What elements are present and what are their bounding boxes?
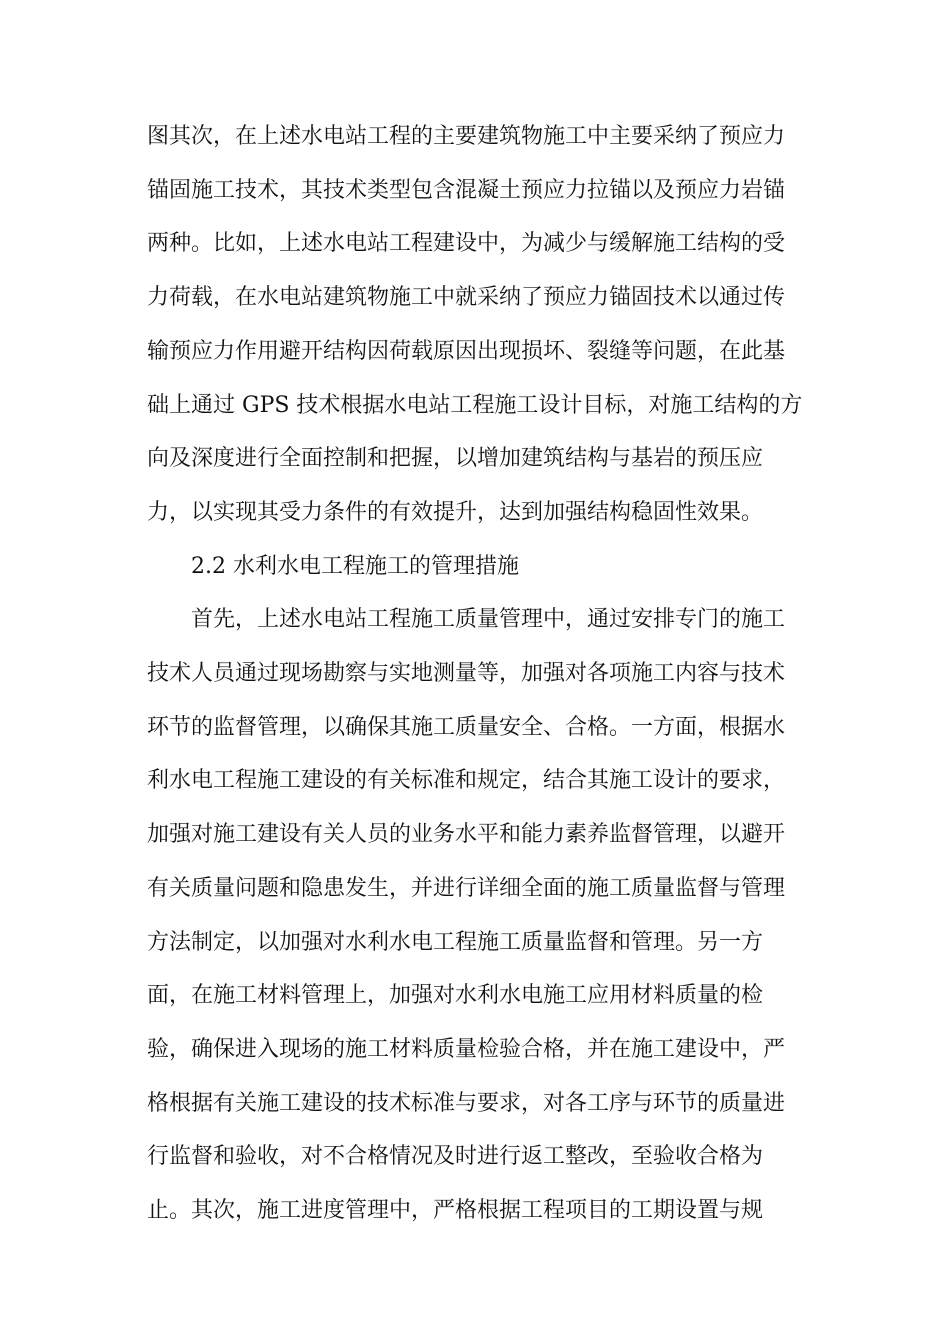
text-line: 力，以实现其受力条件的有效提升，达到加强结构稳固性效果。 bbox=[147, 500, 764, 525]
text-line: 加强对施工建设有关人员的业务水平和能力素养监督管理，以避开 bbox=[147, 822, 786, 847]
text-line: 验，确保进入现场的施工材料质量检验合格，并在施工建设中，严 bbox=[147, 1037, 786, 1062]
text-line: 输预应力作用避开结构因荷载原因出现损坏、裂缝等问题，在此基 bbox=[147, 339, 786, 364]
text-line: 力荷载，在水电站建筑物施工中就采纳了预应力锚固技术以通过传 bbox=[147, 285, 786, 310]
text-line: 行监督和验收，对不合格情况及时进行返工整改，至验收合格为 bbox=[147, 1144, 764, 1169]
text-line: 两种。比如，上述水电站工程建设中，为减少与缓解施工结构的受 bbox=[147, 231, 786, 256]
text-line: 锚固施工技术，其技术类型包含混凝土预应力拉锚以及预应力岩锚 bbox=[147, 178, 786, 203]
text-line: 方法制定，以加强对水利水电工程施工质量监督和管理。另一方 bbox=[147, 930, 764, 955]
text-line: 面，在施工材料管理上，加强对水利水电施工应用材料质量的检 bbox=[147, 983, 764, 1008]
text-line: 图其次，在上述水电站工程的主要建筑物施工中主要采纳了预应力 bbox=[147, 124, 786, 149]
text-line: 有关质量问题和隐患发生，并进行详细全面的施工质量监督与管理 bbox=[147, 876, 786, 901]
text-line: 格根据有关施工建设的技术标准与要求，对各工序与环节的质量进 bbox=[147, 1091, 786, 1116]
text-line: 利水电工程施工建设的有关标准和规定，结合其施工设计的要求， bbox=[147, 768, 786, 793]
text-line: 础上通过 GPS 技术根据水电站工程施工设计目标，对施工结构的方 bbox=[147, 393, 803, 418]
text-line: 环节的监督管理，以确保其施工质量安全、合格。一方面，根据水 bbox=[147, 715, 786, 740]
section-heading: 2.2 水利水电工程施工的管理措施 bbox=[191, 554, 519, 579]
text-line: 止。其次，施工进度管理中，严格根据工程项目的工期设置与规 bbox=[147, 1198, 764, 1223]
text-line: 技术人员通过现场勘察与实地测量等，加强对各项施工内容与技术 bbox=[147, 661, 786, 686]
text-line: 向及深度进行全面控制和把握，以增加建筑结构与基岩的预压应 bbox=[147, 446, 764, 471]
text-line: 首先，上述水电站工程施工质量管理中，通过安排专门的施工 bbox=[191, 607, 786, 632]
